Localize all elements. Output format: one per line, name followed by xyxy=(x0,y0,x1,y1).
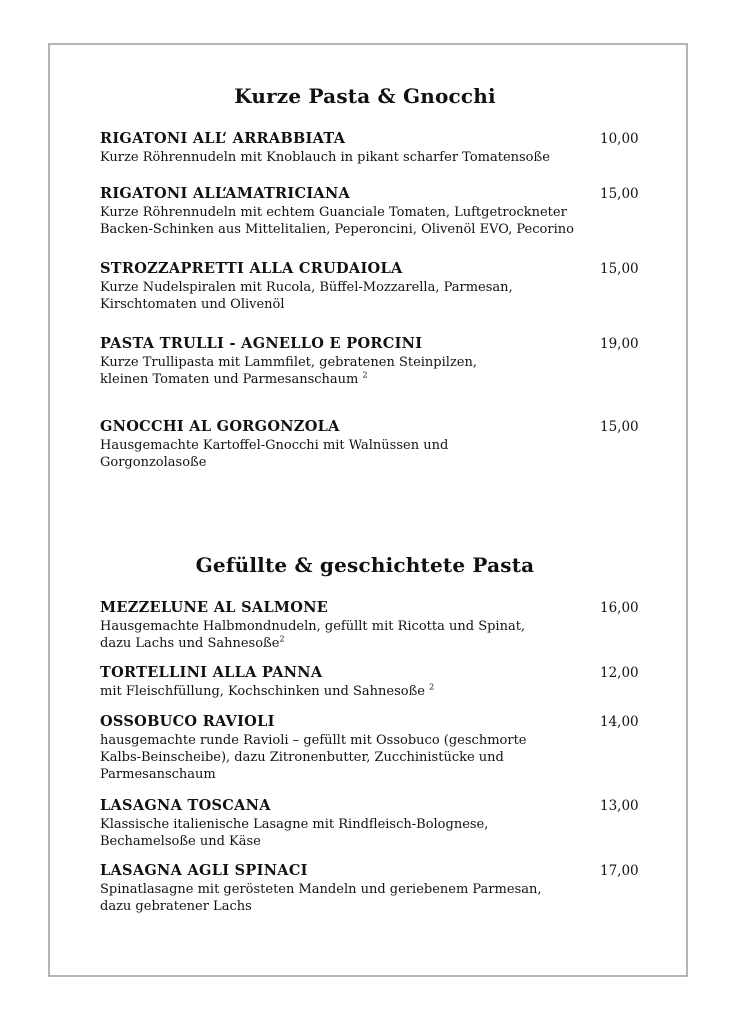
item-description: Hausgemachte Kartoffel-Gnocchi mit Walnüssen und Gorgonzolasoße xyxy=(100,438,449,470)
item-name: RIGATONI ALL‘ ARRABBIATA xyxy=(100,130,346,147)
menu-item xyxy=(100,862,660,915)
menu-item xyxy=(100,185,660,238)
item-description: hausgemachte runde Ravioli – gefüllt mit Ossobuco (geschmorte Kalbs-Beinscheibe), dazu Zitronenbutter, Zucchinistücke und Parmesanschaum xyxy=(100,733,527,782)
menu-item xyxy=(100,335,660,388)
item-price: 16,00 xyxy=(600,600,639,616)
item-name: OSSOBUCO RAVIOLI xyxy=(100,713,275,730)
menu-item xyxy=(100,260,660,313)
menu-item xyxy=(100,713,660,783)
footnote-marker: 2 xyxy=(429,682,435,692)
item-description: mit Fleischfüllung, Kochschinken und Sahnesoße $^2$ xyxy=(100,682,435,699)
item-description: Spinatlasagne mit gerösteten Mandeln und geriebenem Parmesan, dazu gebratener Lachs xyxy=(100,882,542,914)
menu-item xyxy=(100,797,660,850)
item-price: 10,00 xyxy=(600,131,639,147)
item-price: 15,00 xyxy=(600,419,639,435)
item-description: Kurze Nudelspiralen mit Rucola, Büffel-Mozzarella, Parmesan, Kirschtomaten und Olivenöl xyxy=(100,280,513,312)
item-name: RIGATONI ALL‘AMATRICIANA xyxy=(100,185,351,202)
item-name: LASAGNA AGLI SPINACI xyxy=(100,862,308,879)
item-price: 13,00 xyxy=(600,798,639,814)
item-price: 15,00 xyxy=(600,186,639,202)
item-price: 14,00 xyxy=(600,714,639,730)
section-title-short-pasta: Kurze Pasta & Gnocchi xyxy=(234,84,496,108)
item-description: Hausgemachte Halbmondnudeln, gefüllt mit Ricotta und Spinat, dazu Lachs und Sahnesoße$^2$ xyxy=(100,619,526,651)
item-price: 19,00 xyxy=(600,336,639,352)
item-price: 17,00 xyxy=(600,863,639,879)
item-description: Kurze Röhrennudeln mit Knoblauch in pikant scharfer Tomatensoße xyxy=(100,150,550,165)
item-name: STROZZAPRETTI ALLA CRUDAIOLA xyxy=(100,260,403,277)
item-description: Klassische italienische Lasagne mit Rindfleisch-Bolognese, Bechamelsoße und Käse xyxy=(100,817,489,849)
menu-item xyxy=(100,664,660,700)
item-price: 15,00 xyxy=(600,261,639,277)
item-name: PASTA TRULLI - AGNELLO E PORCINI xyxy=(100,335,423,352)
item-description: Kurze Röhrennudeln mit echtem Guanciale Tomaten, Luftgetrockneter Backen-Schinken aus Mittelitalien, Peperoncini, Olivenöl EVO, Pecorino xyxy=(100,205,574,237)
item-name: LASAGNA TOSCANA xyxy=(100,797,271,814)
menu-item xyxy=(100,130,660,166)
item-name: GNOCCHI AL GORGONZOLA xyxy=(100,418,340,435)
menu-item xyxy=(100,418,660,471)
item-name: TORTELLINI ALLA PANNA xyxy=(100,664,323,681)
item-price: 12,00 xyxy=(600,665,639,681)
footnote-marker: 2 xyxy=(362,370,368,380)
footnote-marker: 2 xyxy=(279,634,285,644)
section-title-filled-pasta: Gefüllte & geschichtete Pasta xyxy=(195,553,535,577)
item-description: Kurze Trullipasta mit Lammfilet, gebratenen Steinpilzen, kleinen Tomaten und Parmesanschaum $^2$ xyxy=(100,355,477,387)
item-name: MEZZELUNE AL SALMONE xyxy=(100,599,329,616)
menu-item xyxy=(100,599,660,652)
